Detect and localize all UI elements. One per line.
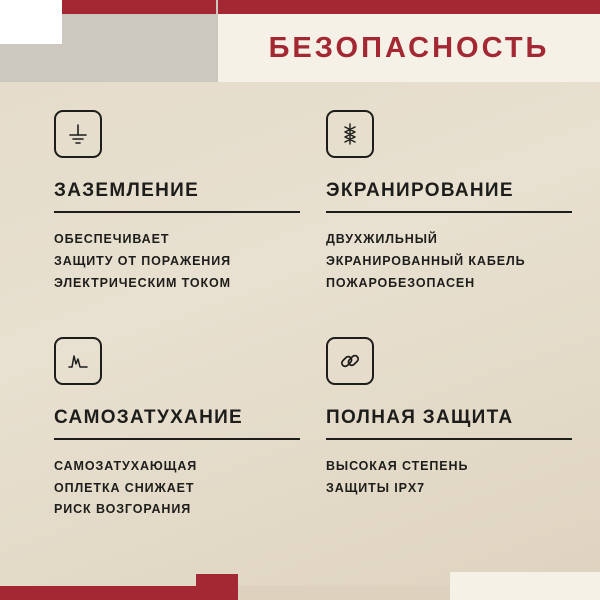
feature-title: ПОЛНАЯ ЗАЩИТА <box>326 407 572 440</box>
feature-description <box>54 229 300 295</box>
page-title: БЕЗОПАСНОСТЬ <box>268 31 550 64</box>
feature-description-line: ОПЛЕТКА СНИЖАЕТ <box>54 480 195 495</box>
decor-top-left-white-block <box>0 0 62 44</box>
decor-top-red-bar <box>62 0 216 14</box>
shielding-mesh-icon <box>326 110 374 158</box>
decor-top-right-red-bar <box>218 0 600 14</box>
feature-description <box>326 229 572 295</box>
feature-card-shielding <box>326 110 572 295</box>
feature-description-line: ПОЖАРОБЕЗОПАСЕН <box>326 275 476 290</box>
feature-description-line: ЗАЩИТУ ОТ ПОРАЖЕНИЯ <box>54 253 231 268</box>
decor-bottom-red-block <box>196 574 238 600</box>
feature-description-line: ВЫСОКАЯ СТЕПЕНЬ <box>326 458 469 473</box>
feature-description <box>54 456 300 522</box>
feature-description-line: САМОЗАТУХАЮЩАЯ <box>54 458 198 473</box>
feature-description-line: ОБЕСПЕЧИВАЕТ <box>54 232 170 246</box>
feature-description-line: ДВУХЖИЛЬНЫЙ <box>326 232 438 246</box>
feature-description <box>326 456 572 500</box>
feature-title: САМОЗАТУХАНИЕ <box>54 407 300 440</box>
feature-description-line: ЭКРАНИРОВАННЫЙ КАБЕЛЬ <box>326 253 526 268</box>
decor-bottom-right-white-block <box>450 572 600 600</box>
feature-title: ЭКРАНИРОВАНИЕ <box>326 180 572 213</box>
feature-description-line: ЭЛЕКТРИЧЕСКИМ ТОКОМ <box>54 275 231 290</box>
feature-card-full-protection <box>326 337 572 522</box>
decor-bottom-left-red-bar <box>0 586 196 600</box>
feature-card-grounding <box>54 110 300 295</box>
chain-link-icon <box>326 337 374 385</box>
feature-card-self-extinguishing <box>54 337 300 522</box>
decor-bottom-strip <box>238 586 450 600</box>
grounding-icon <box>54 110 102 158</box>
feature-title: ЗАЗЕМЛЕНИЕ <box>54 180 300 213</box>
feature-description-line: РИСК ВОЗГОРАНИЯ <box>54 502 192 517</box>
features-grid <box>54 110 560 521</box>
flame-extinguish-icon <box>54 337 102 385</box>
feature-description-line: ЗАЩИТЫ IPX7 <box>326 480 425 495</box>
